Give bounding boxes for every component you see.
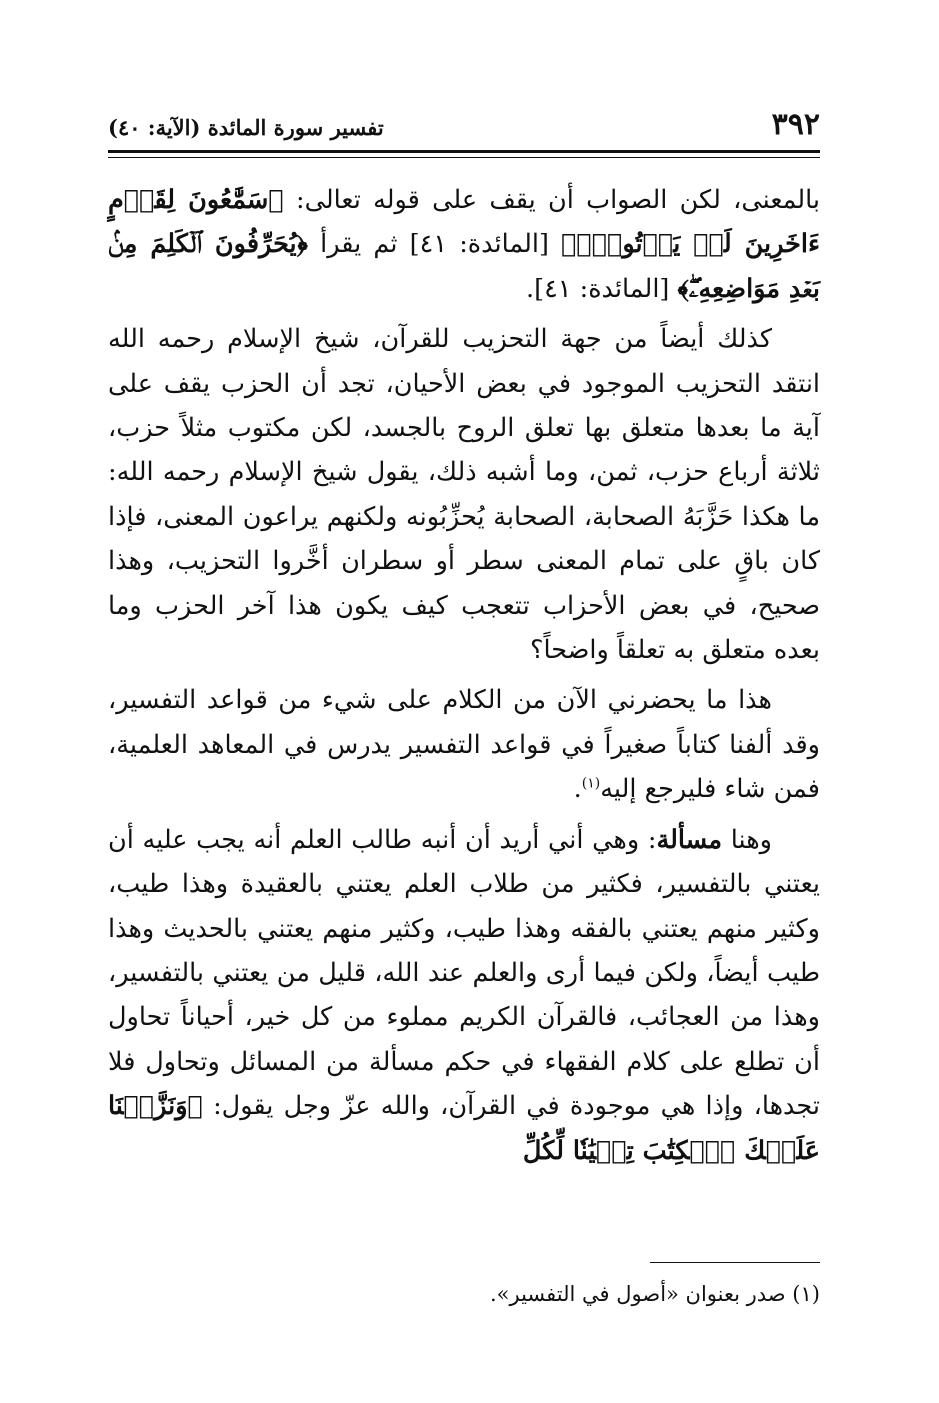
footnote-reference[interactable]: (١) [581,775,601,792]
paragraph-4-lead: وهنا [722,824,772,855]
page-number: ٣٩٢ [771,107,820,142]
quran-verse-3: ﴿وَنَزَّلۡنَا عَلَيۡكَ ٱلۡكِتَٰبَ تِبۡيَٰنٗا لِّكُلِّ [108,1091,820,1166]
quran-verse-1: ﴿سَمَّٰعُونَ لِقَوۡمٍ ءَاخَرِينَ لَمۡ يَأۡتُوكَۖ﴾ [108,185,820,260]
header-rule-thin [108,157,820,158]
main-text [108,178,820,1179]
paragraph-4-text: : وهي أني أريد أن أنبه طالب العلم أنه يجب عليه أن يعتني بالتفسير، فكثير من طلاب العلم يعتني بالعقيدة وهذا طيب، وكثير منهم يعتني بالفقه وهذا طيب، وكثير منهم يعتني بالحديث وهذا طيب أيضاً، ولكن فيما أرى والعلم عند الله، قليل من يعتني بالتفسير، وهذا من العجائب، فالقرآن الكريم مملوء من كل خير، أحياناً تحاول أن تطلع على كلام الفقهاء في حكم مسألة من المسائل وتحاول فلا تجدها، وإذا هي موجودة في القرآن، والله عزّ وجل يقول: [108,824,820,1122]
paragraph-1 [108,178,820,311]
header-rule [108,150,820,153]
page-header [108,108,820,148]
footnote: (١) صدر بعنوان «أصول في التفسير». [489,1282,820,1306]
paragraph-3-end: . [573,774,582,805]
paragraph-1-text-a: بالمعنى، لكن الصواب أن يقف على قوله تعالى: [283,185,820,215]
paragraph-2: كذلك أيضاً من جهة التحزيب للقرآن، شيخ الإسلام رحمه الله انتقد التحزيب الموجود في بعض الأحيان، تجد أن الحزب يقف على آية ما بعدها متعلق بها تعلق الروح بالجسد، لكن مكتوب مثلاً حزب، ثلاثة أرباع حزب، ثمن، وما أشبه ذلك، يقول شيخ الإسلام رحمه الله: ما هكذا حَزَّبَهُ الصحابة، الصحابة يُحزِّبُونه ولكنهم يراعون المعنى، فإذا كان باقٍ على تمام المعنى سطر أو سطران أخَّروا التحزيب، وهذا صحيح، في بعض الأحزاب تتعجب كيف يكون هذا آخر الحزب وما بعده متعلق به تعلقاً واضحاً؟ [108,324,820,666]
footnote-rule [650,1262,820,1263]
paragraph-4-bold-word: مسألة [656,824,723,855]
paragraph-1-text-c: [المائدة: ٤١]. [526,273,678,304]
quran-verse-2: ﴿يُحَرِّفُونَ ٱلۡكَلِمَ مِنۢ بَعۡدِ مَوَاضِعِهِۦۖ﴾ [108,229,820,304]
paragraph-1-text-b: [المائدة: ٤١] ثم يقرأ [307,229,562,260]
paragraph-3 [108,678,820,811]
paragraph-4 [108,818,820,1173]
paragraph-3-text: هذا ما يحضرني الآن من الكلام على شيء من قواعد التفسير، وقد ألفنا كتاباً صغيراً في قواعد التفسير يدرس في المعاهد العلمية، فمن شاء فليرجع إليه [108,685,820,805]
running-title: تفسير سورة المائدة (الآية: ٤٠) [108,115,384,140]
